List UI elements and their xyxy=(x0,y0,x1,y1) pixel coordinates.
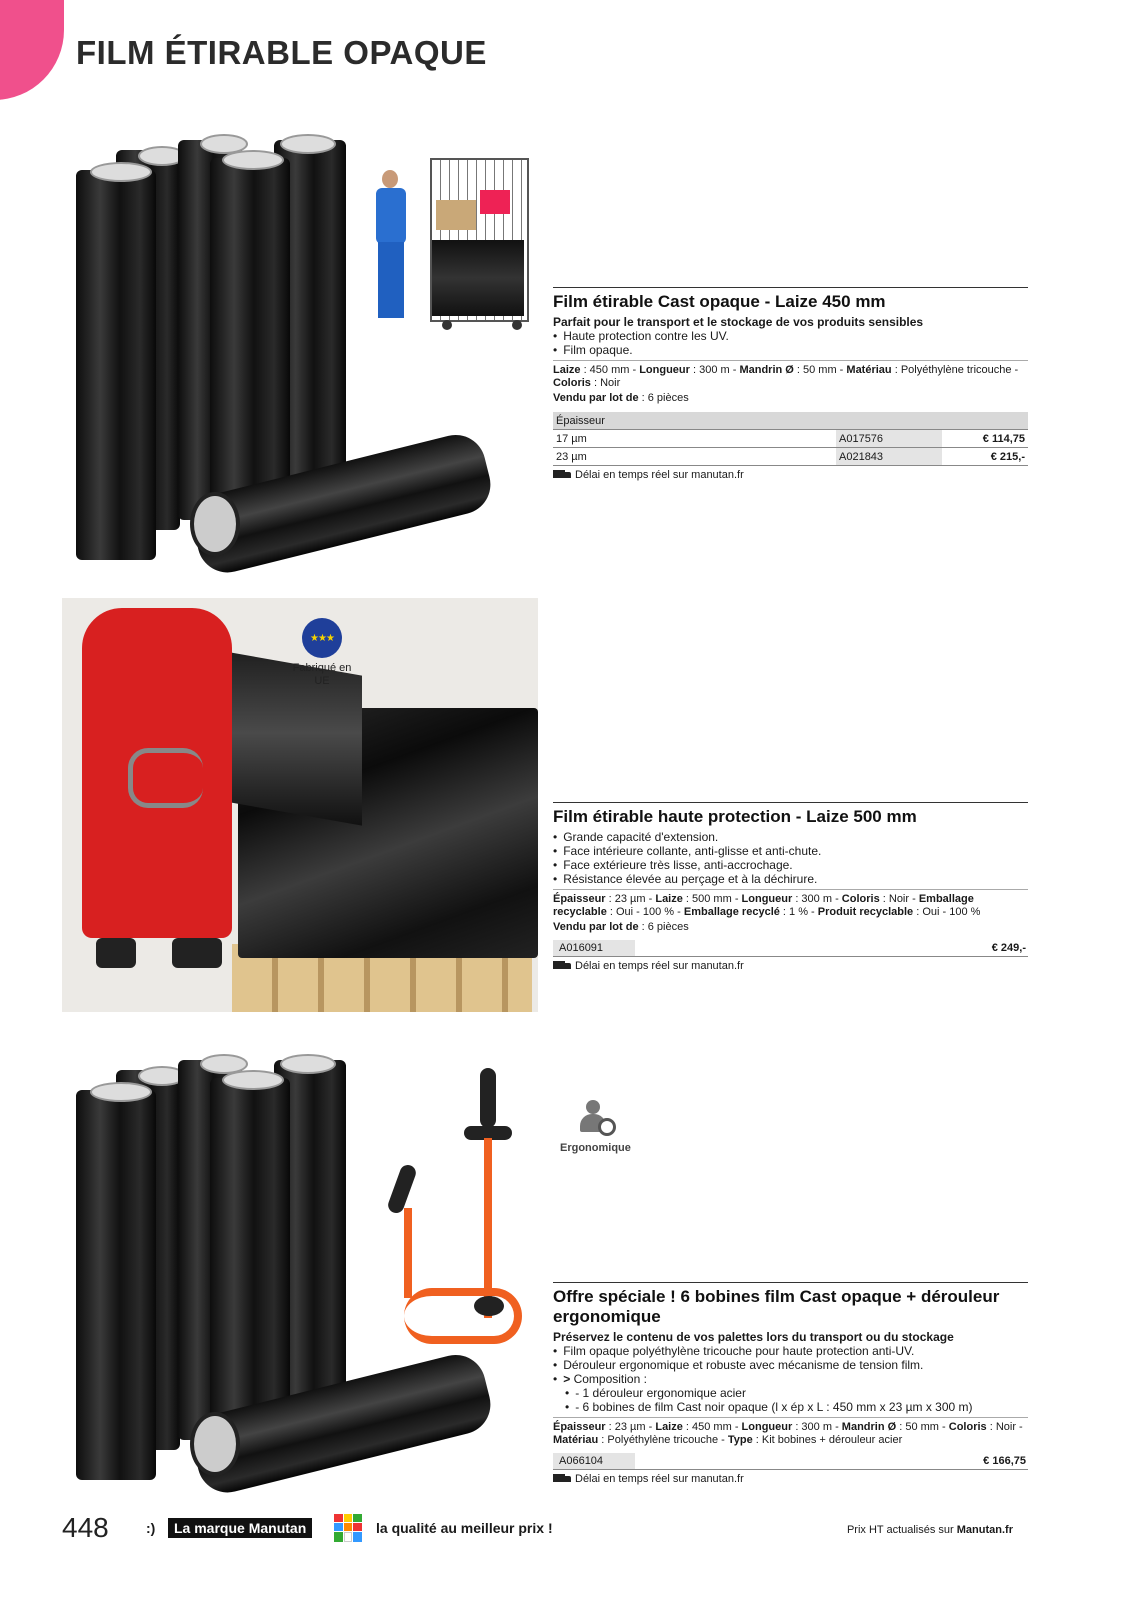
truck-icon xyxy=(553,961,571,971)
price: € 215,- xyxy=(942,448,1028,466)
product1-sold-by: Vendu par lot de : 6 pièces xyxy=(553,392,689,404)
product1-block xyxy=(553,287,1028,481)
product2-delivery[interactable]: Délai en temps réel sur manutan.fr xyxy=(553,960,1028,972)
price: € 249,- xyxy=(991,942,1026,954)
dispenser-image xyxy=(380,1068,530,1338)
product2-specs: Épaisseur : 23 µm - Laize : 500 mm - Longueur : 300 m - Coloris : Noir - Emballage recyclable : Oui - 100 % - Emballage recyclé : 1 % - Produit recyclable : Oui - 100 % xyxy=(553,889,1028,919)
reference: A066104 xyxy=(553,1453,635,1469)
product2-price-row[interactable] xyxy=(553,940,1028,957)
product3-specs: Épaisseur : 23 µm - Laize : 450 mm - Longueur : 300 m - Mandrin Ø : 50 mm - Coloris : Noir - Matériau : Polyéthylène tricouche - Type : Kit bobines + dérouleur acier xyxy=(553,1417,1028,1447)
product3-bullet: • Film opaque polyéthylène tricouche pour haute protection anti-UV. xyxy=(553,1344,1028,1358)
product3-subtitle: Préservez le contenu de vos palettes lors du transport ou du stockage xyxy=(553,1330,954,1344)
product3-bullet: • Dérouleur ergonomique et robuste avec mécanisme de tension film. xyxy=(553,1358,1028,1372)
table-row[interactable]: 23 µm A021843 € 215,- xyxy=(553,448,1028,466)
pink-corner-accent xyxy=(0,0,64,100)
price: € 166,75 xyxy=(983,1455,1026,1467)
product2-bullet: • Résistance élevée au perçage et à la déchirure. xyxy=(553,872,1028,886)
product1-subtitle: Parfait pour le transport et le stockage de vos produits sensibles xyxy=(553,315,924,329)
smile-glyph: :) xyxy=(146,1520,156,1536)
product2-title: Film étirable haute protection - Laize 500 mm xyxy=(553,807,917,826)
table-row[interactable]: 17 µm A017576 € 114,75 xyxy=(553,430,1028,448)
product3-delivery[interactable]: Délai en temps réel sur manutan.fr xyxy=(553,1473,1028,1485)
product1-title: Film étirable Cast opaque - Laize 450 mm xyxy=(553,292,886,311)
page-title: FILM ÉTIRABLE OPAQUE xyxy=(76,34,487,71)
product2-pallet-image xyxy=(62,598,538,1012)
product3-composition-item: • - 6 bobines de film Cast noir opaque (l x ép x L : 450 mm x 23 µm x 300 m) xyxy=(553,1400,1028,1414)
product3-composition-label: • > Composition : xyxy=(553,1372,1028,1386)
footer-prices-note: Prix HT actualisés sur Manutan.fr xyxy=(846,1524,1013,1536)
tagline: la qualité au meilleur prix ! xyxy=(376,1520,553,1536)
product1-bullet: • Haute protection contre les UV. xyxy=(553,329,1028,343)
rubik-cube-icon xyxy=(334,1514,362,1542)
product2-bullet: • Face extérieure très lisse, anti-accrochage. xyxy=(553,858,1028,872)
product3-block xyxy=(553,1282,1028,1485)
product1-bullet: • Film opaque. xyxy=(553,343,1028,357)
product1-delivery[interactable]: Délai en temps réel sur manutan.fr xyxy=(553,469,1028,481)
product3-composition-item: • - 1 dérouleur ergonomique acier xyxy=(553,1386,1028,1400)
product1-specs: Laize : 450 mm - Longueur : 300 m - Mandrin Ø : 50 mm - Matériau : Polyéthylène tricouche - Coloris : Noir xyxy=(553,360,1028,390)
page-number: 448 xyxy=(62,1512,109,1543)
ergonomic-icon xyxy=(578,1100,610,1134)
table-header: Épaisseur xyxy=(553,412,1028,430)
truck-icon xyxy=(553,470,571,480)
product2-block xyxy=(553,802,1028,972)
truck-icon xyxy=(553,1474,571,1484)
reference: A017576 xyxy=(836,430,942,448)
product3-title: Offre spéciale ! 6 bobines film Cast opaque + dérouleur ergonomique xyxy=(553,1287,1000,1326)
product2-bullet: • Face intérieure collante, anti-glisse et anti-chute. xyxy=(553,844,1028,858)
product3-price-row[interactable] xyxy=(553,1453,1028,1470)
price: € 114,75 xyxy=(942,430,1028,448)
reference: A016091 xyxy=(553,940,635,956)
product1-worker-cart-image xyxy=(372,150,532,340)
made-in-eu-badge: Fabriqué en UE xyxy=(292,662,352,687)
ergonomic-badge: Ergonomique xyxy=(560,1142,631,1154)
brand-label: La marque Manutan xyxy=(168,1518,312,1538)
eu-flag-icon: ★★★ xyxy=(302,618,342,658)
product2-bullet: • Grande capacité d'extension. xyxy=(553,830,1028,844)
reference: A021843 xyxy=(836,448,942,466)
product2-sold-by: Vendu par lot de : 6 pièces xyxy=(553,921,689,933)
product1-price-table xyxy=(553,412,1028,466)
